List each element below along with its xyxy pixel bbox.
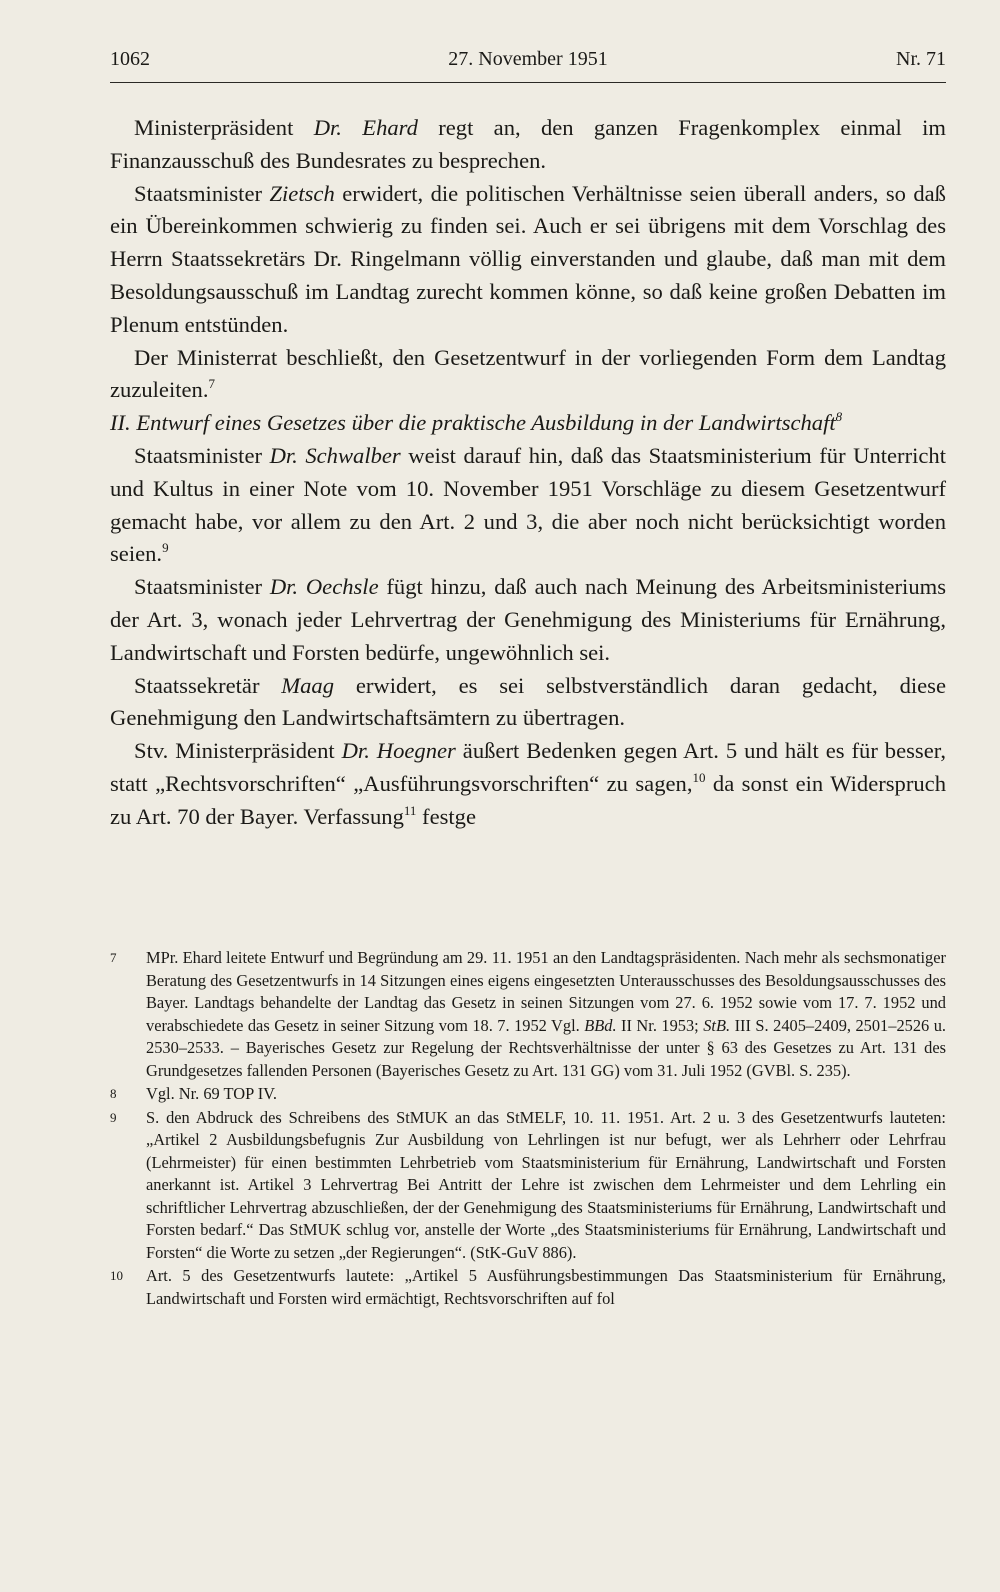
italic-name: Dr. Oechsle — [269, 574, 379, 600]
paragraph-oechsle: Staatsminister Dr. Oechsle fügt hinzu, daß auch nach Meinung des Arbeitsministeriums der Art. 3, wonach jeder Lehrvertrag der Genehmigung des Ministeriums für Ernährung, Landwirtschaft und Forsten bedürfe, ungewöhnlich sei. — [110, 574, 947, 665]
italic-name: BBd. — [584, 1015, 617, 1035]
footnote-text: Art. 5 des Gesetzentwurfs lautete: „Artikel 5 Ausführungsbestimmungen Das Staatsministerium für Ernährung, Landwirtschaft und Forsten wird ermächtigt, Rechtsvorschriften auf fol — [146, 1266, 946, 1308]
footnotes — [110, 947, 946, 1310]
italic-name: Dr. Hoegner — [341, 738, 456, 764]
issue-number: Nr. 71 — [896, 48, 946, 70]
footnote-ref: 11 — [403, 802, 417, 818]
footnote-ref: 9 — [162, 540, 169, 556]
paragraph-decision: Der Ministerrat beschließt, den Gesetzentwurf in der vorliegenden Form dem Landtag zuzuleiten.$^7$ — [110, 344, 946, 403]
agenda-heading: II. Entwurf eines Gesetzes über die praktische Ausbildung in der Landwirtschaft$^8$ — [110, 409, 843, 436]
header-date: 27. November 1951 — [448, 48, 608, 70]
paragraph-hoegner: Stv. Ministerpräsident Dr. Hoegner äußert Bedenken gegen Art. 5 und hält es für besser, statt „Rechtsvorschriften“ „Ausführungsvorschriften“ zu sagen,$^{10}$ da sonst ein Widerspruch zu Art. 70 der Bayer. Verfassung$^{11}$ festge — [110, 738, 946, 829]
footnote-ref: 10 — [692, 769, 706, 785]
footnote-number: 9 — [110, 1109, 117, 1125]
italic-name: Zietsch — [269, 180, 335, 206]
paragraph-zietsch: Staatsminister Zietsch erwidert, die politischen Verhältnisse seien überall anders, so daß ein Übereinkommen schwierig zu finden sei. Auch er sei übrigens mit dem Vorschlag des Herrn Staatssekretärs Dr. Ringelmann völlig einverstanden und glaube, daß man mit dem Besoldungsausschuß im Landtag zurecht kommen könne, so daß keine großen Debatten im Plenum entstünden. — [110, 180, 946, 337]
footnote — [110, 1265, 946, 1310]
footnote-text: MPr. Ehard leitete Entwurf und Begründung am 29. 11. 1951 an den Landtagspräsidenten. Nach mehr als sechsmonatiger Beratung des Gesetzentwurfs in 14 Sitzungen eines eigens eingesetzten Unterausschusses des Besoldungsausschusses des Bayer. Landtags behandelte der Landtag das Gesetz in seinen Sitzungen vom 27. 6. 1952 sowie vom 17. 7. 1952 und verabschiedete das Gesetz in seiner Sitzung vom 18. 7. 1952 Vgl. BBd. II Nr. 1953; StB. III S. 2405–2409, 2501–2526 u. 2530–2533. – Bayerisches Gesetz zur Regelung der Rechtsverhältnisse der unter § 63 des Gesetzes zu Art. 131 des Grundgesetzes fallenden Personen (Bayerisches Gesetz zu Art. 131 GG) vom 31. Juli 1952 (GVBl. S. 235). — [146, 948, 947, 1080]
page-number: 1062 — [110, 48, 150, 70]
paragraph-schwalber: Staatsminister Dr. Schwalber weist darauf hin, daß das Staatsministerium für Unterricht und Kultus in einer Note vom 10. November 1951 Vorschläge zu diesem Gesetzentwurf gemacht habe, vor allem zu den Art. 2 und 3, die aber noch nicht berücksichtigt worden seien.$^9$ — [110, 442, 946, 567]
italic-name: Maag — [281, 672, 335, 698]
footnote-number: 8 — [110, 1086, 117, 1101]
footnote-number: 7 — [110, 950, 117, 965]
footnote — [110, 1083, 946, 1106]
header-rule — [110, 82, 946, 83]
paragraph-ehard: Ministerpräsident Dr. Ehard regt an, den ganzen Fragenkomplex einmal im Finanzausschuß des Bundesrates zu besprechen. — [110, 115, 946, 173]
footnote-ref: 7 — [208, 376, 215, 392]
footnote — [110, 947, 946, 1082]
footnote — [110, 1107, 946, 1265]
footnote-text: S. den Abdruck des Schreibens des StMUK an das StMELF, 10. 11. 1951. Art. 2 u. 3 des Gesetzentwurfs lauteten: „Artikel 2 Ausbildungsbefugnis Zur Ausbildung von Lehrlingen ist nur befugt, wer als Lehrherr oder Lehrfrau (Lehrmeister) für einen bestimmten Lehrbetrieb vom Staatsministerium für Ernährung, Landwirtschaft und Forsten anerkannt ist. Artikel 3 Lehrvertrag Bei Antritt der Lehre ist zwischen dem Lehrmeister und dem Lehrling ein schriftlicher Lehrvertrag abzuschließen, der der Genehmigung des Staatsministeriums für Ernährung, Landwirtschaft und Forsten bedarf.“ Das StMUK schlug vor, anstelle der Worte „des Staatsministeriums für Ernährung, Landwirtschaft und Forsten“ die Worte zu setzen „der Regierungen“. (StK-GuV 886). — [146, 1107, 946, 1262]
paragraph-maag: Staatssekretär Maag erwidert, es sei selbstverständlich daran gedacht, diese Genehmigung den Landwirtschaftsämtern zu übertragen. — [110, 672, 946, 731]
running-header — [110, 48, 946, 78]
italic-name: StB. — [703, 1015, 731, 1035]
italic-name: Dr. Ehard — [313, 115, 418, 140]
main-text — [110, 112, 946, 834]
italic-name: Dr. Schwalber — [269, 442, 401, 468]
footnote-number: 10 — [110, 1268, 123, 1283]
footnote-ref: 8 — [835, 409, 843, 425]
footnote-text: Vgl. Nr. 69 TOP IV. — [146, 1084, 277, 1103]
